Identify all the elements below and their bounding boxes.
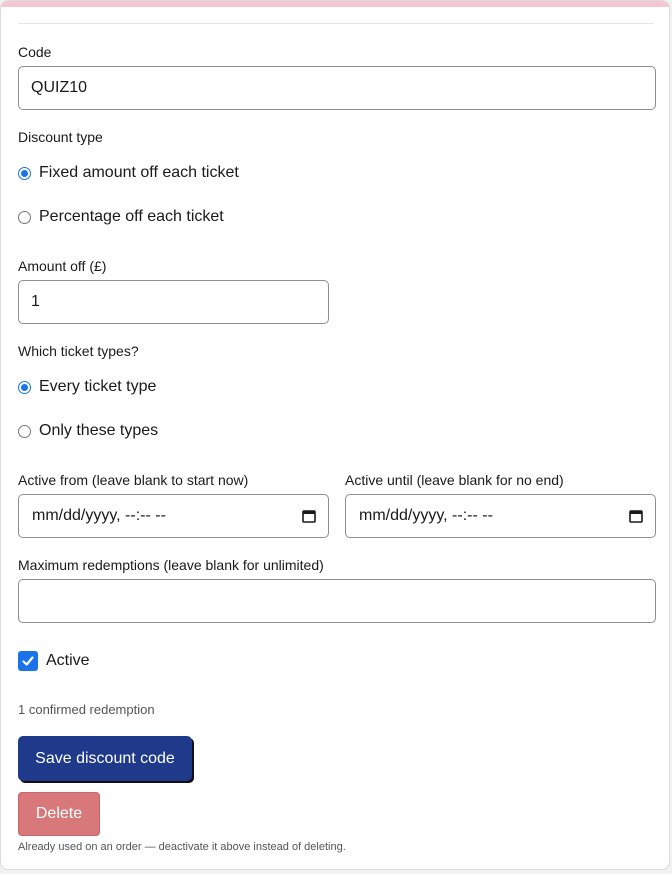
radio-percentage-label: Percentage off each ticket [39,208,224,225]
active-until-input[interactable] [345,494,656,538]
redemptions-count: 1 confirmed redemption [18,702,155,717]
delete-note: Already used on an order — deactivate it above instead of deleting. [18,841,346,853]
code-label: Code [18,44,52,60]
radio-every-ticket-type-label: Every ticket type [39,378,157,395]
max-redemptions-input[interactable] [18,579,656,623]
top-accent-bar [1,1,669,7]
radio-percentage[interactable] [18,211,31,224]
radio-fixed-amount[interactable] [18,167,31,180]
discount-type-fixed-option[interactable] [18,164,239,182]
active-from-placeholder: mm/dd/yyyy, --:-- -- [32,507,166,524]
calendar-icon[interactable] [629,509,643,523]
active-until-placeholder: mm/dd/yyyy, --:-- -- [359,507,493,524]
ticket-types-label: Which ticket types? [18,343,139,359]
discount-type-label: Discount type [18,129,103,145]
discount-type-percentage-option[interactable] [18,208,224,226]
check-icon [21,654,35,668]
active-from-input[interactable] [18,494,329,538]
radio-only-these-types-label: Only these types [39,422,159,439]
ticket-types-every-option[interactable] [18,378,156,396]
active-checkbox[interactable] [18,651,38,671]
radio-every-ticket-type[interactable] [18,381,31,394]
amount-off-input[interactable] [18,280,329,324]
active-until-label: Active until (leave blank for no end) [345,472,564,488]
divider [18,23,654,24]
amount-off-label: Amount off (£) [18,258,107,274]
active-checkbox-label: Active [46,652,90,669]
max-redemptions-label: Maximum redemptions (leave blank for unlimited) [18,557,324,573]
radio-fixed-amount-label: Fixed amount off each ticket [39,164,239,181]
save-discount-code-button[interactable]: Save discount code [18,736,192,781]
code-input[interactable] [18,66,656,110]
ticket-types-only-option[interactable] [18,422,158,440]
radio-only-these-types[interactable] [18,425,31,438]
delete-button[interactable]: Delete [18,792,100,836]
active-from-label: Active from (leave blank to start now) [18,472,249,488]
calendar-icon[interactable] [302,509,316,523]
